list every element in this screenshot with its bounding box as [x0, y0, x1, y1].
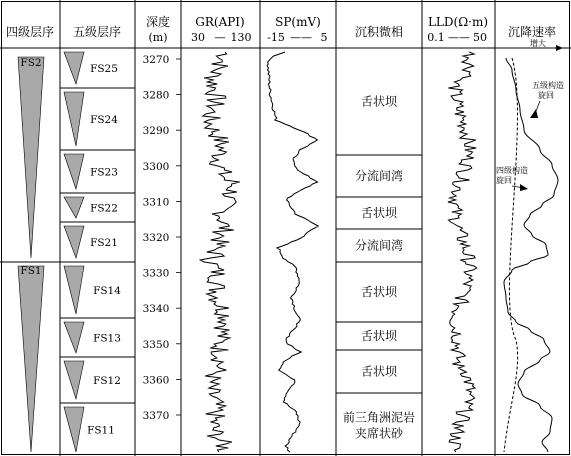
fs1-label: FS1: [20, 265, 42, 277]
header-row: [6, 14, 556, 44]
fifth-order-triangle: [64, 407, 84, 452]
fs1-triangle: [18, 266, 44, 452]
fifth-order-label: FS13: [93, 332, 121, 345]
fifth-order-triangle: [64, 52, 84, 84]
fifth-order-annotation-line1: 五级构造: [532, 81, 564, 90]
fifth-order-triangle: [64, 154, 84, 189]
depth-label: 3320: [142, 232, 170, 244]
fourth-order-cycle-curve: [504, 58, 518, 452]
fifth-order-label: FS12: [93, 375, 121, 387]
depth-label: 3360: [142, 374, 170, 387]
sp-scale-dash: ——: [290, 31, 312, 44]
fs2-label: FS2: [20, 57, 42, 69]
depth-label: 3290: [142, 125, 170, 138]
depth-label: 3370: [142, 410, 170, 422]
fifth-order-label: FS23: [90, 166, 118, 179]
depth-label: 3280: [142, 89, 170, 102]
fourth-order-annotation-line1: 四级构造: [496, 166, 528, 175]
sp-scale-max: 5: [320, 31, 328, 44]
header-fifth-order: 五级层序: [72, 25, 122, 39]
lld-scale-max: 50: [473, 31, 487, 44]
header-lld: LLD(Ω·m): [427, 15, 489, 29]
outer-border: [2, 2, 570, 455]
gr-track: [200, 52, 240, 452]
header-depth: 深度: [145, 15, 171, 29]
fifth-order-label: FS21: [90, 237, 118, 249]
fifth-order-annotation-line2: 旋回: [538, 91, 554, 100]
facies-label: 舌状坝: [360, 285, 398, 299]
depth-label: 3270: [142, 54, 170, 66]
header-subsidence-rate: 沉降速率: [507, 25, 557, 39]
depth-label: 3340: [142, 303, 170, 316]
fifth-order-triangle: [64, 92, 84, 146]
header-facies: 沉积微相: [354, 25, 404, 39]
header-depth-unit: (m): [148, 31, 168, 44]
depth-label: 3350: [142, 338, 170, 351]
fs2-triangle: [18, 57, 44, 258]
gr-scale-min: 30: [191, 31, 205, 44]
fifth-order-pointer-head: [530, 109, 538, 118]
sp-track: [267, 52, 318, 452]
fifth-order-triangle: [64, 361, 84, 399]
fifth-order-label: FS11: [87, 424, 115, 437]
lld-track: [448, 52, 477, 452]
sp-curve: [267, 52, 318, 452]
fourth-order-annotation-line2: 旋回: [496, 176, 512, 185]
depth-label: 3310: [142, 196, 170, 209]
increase-arrow-head: [556, 45, 563, 51]
header-gr: GR(API): [195, 15, 245, 29]
fifth-order-triangle: [64, 226, 84, 258]
fifth-order-label: FS24: [90, 114, 118, 126]
facies-label: 夹席状砂: [354, 426, 404, 441]
facies-label: 分流间湾: [354, 238, 404, 253]
fifth-order-triangle: [64, 197, 84, 218]
facies-label: 舌状坝: [360, 94, 398, 109]
sp-scale-min: -15: [267, 31, 285, 44]
fifth-order-label: FS14: [93, 285, 121, 297]
header-fourth-order: 四级层序: [5, 25, 55, 39]
depth-label: 3300: [142, 160, 170, 173]
fifth-order-triangle: [64, 322, 84, 353]
fourth-order-pointer-head: [520, 184, 528, 191]
facies-column: [336, 94, 422, 441]
gr-scale-dash: —: [214, 31, 226, 44]
depth-label: 3330: [142, 267, 170, 280]
subsidence-rate-track: [496, 38, 564, 452]
fourth-order-column: [0, 57, 60, 452]
facies-label: 分流间湾: [354, 169, 404, 183]
lld-curve: [448, 52, 477, 452]
facies-label: 舌状坝: [360, 329, 398, 343]
fifth-order-column: [60, 52, 135, 452]
depth-column: [143, 54, 181, 422]
facies-label: 舌状坝: [360, 206, 398, 220]
fifth-order-triangle: [64, 266, 84, 314]
fifth-order-label: FS25: [90, 63, 118, 75]
gr-scale-max: 130: [230, 31, 252, 44]
increase-label: 增大: [530, 39, 546, 48]
header-sp: SP(mV): [275, 15, 321, 29]
fifth-order-label: FS22: [90, 202, 118, 215]
gr-curve: [200, 52, 240, 452]
lld-scale-dash: ——: [448, 31, 470, 44]
facies-label: 前三角洲泥岩: [342, 410, 416, 425]
facies-label: 舌状坝: [360, 364, 398, 379]
lld-scale-min: 0.1: [427, 31, 445, 44]
